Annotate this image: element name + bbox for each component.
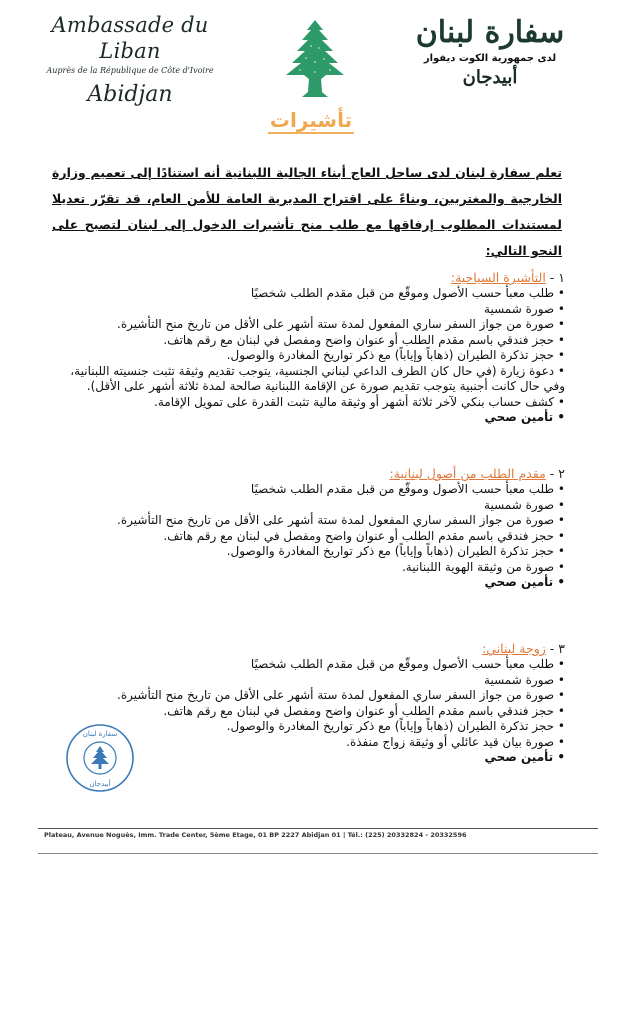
section-number: ٣ - <box>549 641 565 656</box>
list-item: • تأمين صحي <box>60 575 565 591</box>
list-item: • صورة شمسية <box>60 498 565 514</box>
list-item: • صورة من وثيقة الهوية اللبنانية. <box>60 560 565 576</box>
requirements-list <box>60 286 565 426</box>
section-heading-text: التأشيرة السياحية: <box>450 270 546 285</box>
section-heading <box>60 641 565 657</box>
list-item: • تأمين صحي <box>60 750 565 766</box>
embassy-stamp-icon <box>64 722 136 794</box>
arabic-embassy-subtitle: لدى جمهورية الكوت ديفوار <box>423 53 557 64</box>
list-item: • حجز فندقي باسم مقدم الطلب أو عنوان واضح ومفصل في لبنان مع رقم هاتف. <box>60 529 565 545</box>
arabic-embassy-name: سفارة لبنان <box>415 15 565 50</box>
section-number: ١ - <box>549 270 565 285</box>
requirements-list <box>60 482 565 591</box>
list-item: • دعوة زيارة (في حال كان الطرف الداعي لبناني الجنسية، يتوجب تقديم وثيقة تثبت جنسيته اللبنانية، وفي حال كانت أجنبية يتوجب تقديم صورة عن الإقامة اللبنانية صالحة لمدة ثلاثة أشهر على الأقل). <box>60 364 565 395</box>
french-embassy-name: Ambassade du Liban <box>51 13 209 63</box>
section-heading-text: مقدم الطلب من أصول لبنانية: <box>389 466 546 481</box>
footer-address: Plateau, Avenue Noguès, Imm. Trade Center, 5ème Etage, 01 BP 2227 Abidjan 01 | Tél.: (225) 20332824 - 20332596 <box>44 831 467 839</box>
list-item: • حجز تذكرة الطيران (ذهاباً وإياباً) مع ذكر تواريخ المغادرة والوصول. <box>60 348 565 364</box>
section-heading <box>60 270 565 286</box>
list-item: • صورة بيان قيد عائلي أو وثيقة زواج منفذة. <box>60 735 565 751</box>
list-item: • صورة شمسية <box>60 302 565 318</box>
french-city: Abidjan <box>87 82 173 107</box>
footer-divider-top <box>38 828 598 829</box>
list-item: • طلب معبأ حسب الأصول وموقّع من قبل مقدم الطلب شخصيًا <box>60 482 565 498</box>
section-heading <box>60 466 565 482</box>
list-item: • طلب معبأ حسب الأصول وموقّع من قبل مقدم الطلب شخصيًا <box>60 286 565 302</box>
stamp-top-text: سفارة لبنان <box>82 730 118 738</box>
section-tourist-visa <box>60 270 565 426</box>
stamp-bottom-text: أبيدجان <box>89 780 111 788</box>
list-item: • حجز تذكرة الطيران (ذهاباً وإياباً) مع ذكر تواريخ المغادرة والوصول. <box>60 544 565 560</box>
section-heading-text: زوجة لبناني: <box>482 641 546 656</box>
arabic-letterhead <box>410 14 570 90</box>
french-embassy-subtitle: Auprès de la République de Côte d'Ivoire <box>46 66 214 75</box>
section-lebanese-origin <box>60 466 565 591</box>
list-item: • حجز فندقي باسم مقدم الطلب أو عنوان واضح ومفصل في لبنان مع رقم هاتف. <box>60 704 565 720</box>
section-number: ٢ - <box>549 466 565 481</box>
intro-paragraph: تعلم سفارة لبنان لدى ساحل العاج أبناء الجالية اللبنانية أنه استنادًا إلى تعميم وزارة الخارجية والمغتربين، وبناءً على اقتراح المديرية العامة للأمن العام، قد تقرّر تعديلا لمستندات المطلوب إرفاقها مع طلب منح تأشيرات الدخول إلى لبنان لتصبح على النحو التالي: <box>52 165 562 258</box>
list-item: • طلب معبأ حسب الأصول وموقّع من قبل مقدم الطلب شخصيًا <box>60 657 565 673</box>
list-item: • صورة شمسية <box>60 673 565 689</box>
footer-divider-bottom <box>38 853 598 854</box>
list-item: • صورة من جواز السفر ساري المفعول لمدة ستة أشهر على الأقل من تاريخ منح التأشيرة. <box>60 513 565 529</box>
list-item: • حجز فندقي باسم مقدم الطلب أو عنوان واضح ومفصل في لبنان مع رقم هاتف. <box>60 333 565 349</box>
document-title <box>0 108 622 132</box>
french-letterhead <box>30 12 230 110</box>
list-item: • حجز تذكرة الطيران (ذهاباً وإياباً) مع ذكر تواريخ المغادرة والوصول. <box>60 719 565 735</box>
cedar-tree-icon <box>278 18 352 100</box>
list-item: • تأمين صحي <box>60 410 565 426</box>
document-title-text: تأشيرات <box>269 108 353 132</box>
list-item: • صورة من جواز السفر ساري المفعول لمدة ستة أشهر على الأقل من تاريخ منح التأشيرة. <box>60 688 565 704</box>
arabic-city: أبيدجان <box>462 67 518 88</box>
list-item: • كشف حساب بنكي لآخر ثلاثة أشهر أو وثيقة مالية تثبت القدرة على تمويل الإقامة. <box>60 395 565 411</box>
list-item: • صورة من جواز السفر ساري المفعول لمدة ستة أشهر على الأقل من تاريخ منح التأشيرة. <box>60 317 565 333</box>
